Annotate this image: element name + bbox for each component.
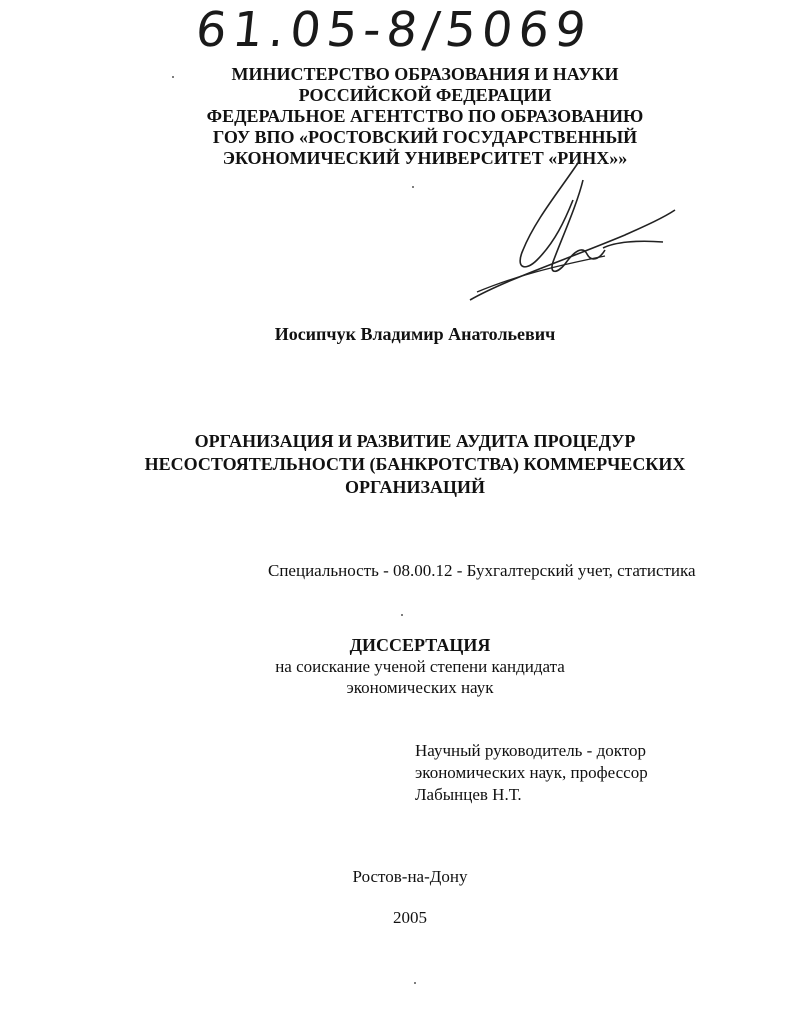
institution-line: ЭКОНОМИЧЕСКИЙ УНИВЕРСИТЕТ «РИНХ»»: [222, 148, 628, 168]
scan-speck: [172, 76, 174, 78]
title-line: ОРГАНИЗАЦИЙ: [345, 477, 485, 497]
institution-line: РОССИЙСКОЙ ФЕДЕРАЦИИ: [298, 85, 552, 105]
supervisor-block: [415, 740, 648, 806]
scan-speck: [414, 982, 416, 984]
author-name: Иосипчук Владимир Анатольевич: [274, 324, 556, 344]
scan-speck: [401, 614, 403, 616]
supervisor-line: Лабынцев Н.Т.: [415, 785, 522, 804]
dissertation-type-block: [230, 634, 610, 698]
dissertation-heading: ДИССЕРТАЦИЯ: [349, 635, 491, 655]
handwritten-archive-code: 61.05-8/5069: [193, 2, 595, 58]
title-line: НЕСОСТОЯТЕЛЬНОСТИ (БАНКРОТСТВА) КОММЕРЧЕСКИХ: [144, 454, 686, 474]
institution-line: ФЕДЕРАЛЬНОЕ АГЕНТСТВО ПО ОБРАЗОВАНИЮ: [206, 106, 644, 126]
dissertation-title: [140, 430, 690, 499]
degree-line: экономических наук: [346, 678, 494, 697]
institution-line: ГОУ ВПО «РОСТОВСКИЙ ГОСУДАРСТВЕННЫЙ: [212, 127, 638, 147]
supervisor-line: Научный руководитель - доктор: [415, 741, 646, 760]
degree-line: на соискание ученой степени кандидата: [275, 657, 565, 676]
title-line: ОРГАНИЗАЦИЯ И РАЗВИТИЕ АУДИТА ПРОЦЕДУР: [194, 431, 636, 451]
specialty-line: Специальность - 08.00.12 - Бухгалтерский учет, статистика: [268, 561, 696, 580]
supervisor-line: экономических наук, профессор: [415, 763, 648, 782]
scan-speck: [412, 186, 414, 188]
handwritten-signature: [465, 150, 685, 310]
year: 2005: [393, 908, 427, 927]
institution-line: МИНИСТЕРСТВО ОБРАЗОВАНИЯ И НАУКИ: [231, 64, 619, 84]
city: Ростов-на-Дону: [352, 867, 468, 886]
